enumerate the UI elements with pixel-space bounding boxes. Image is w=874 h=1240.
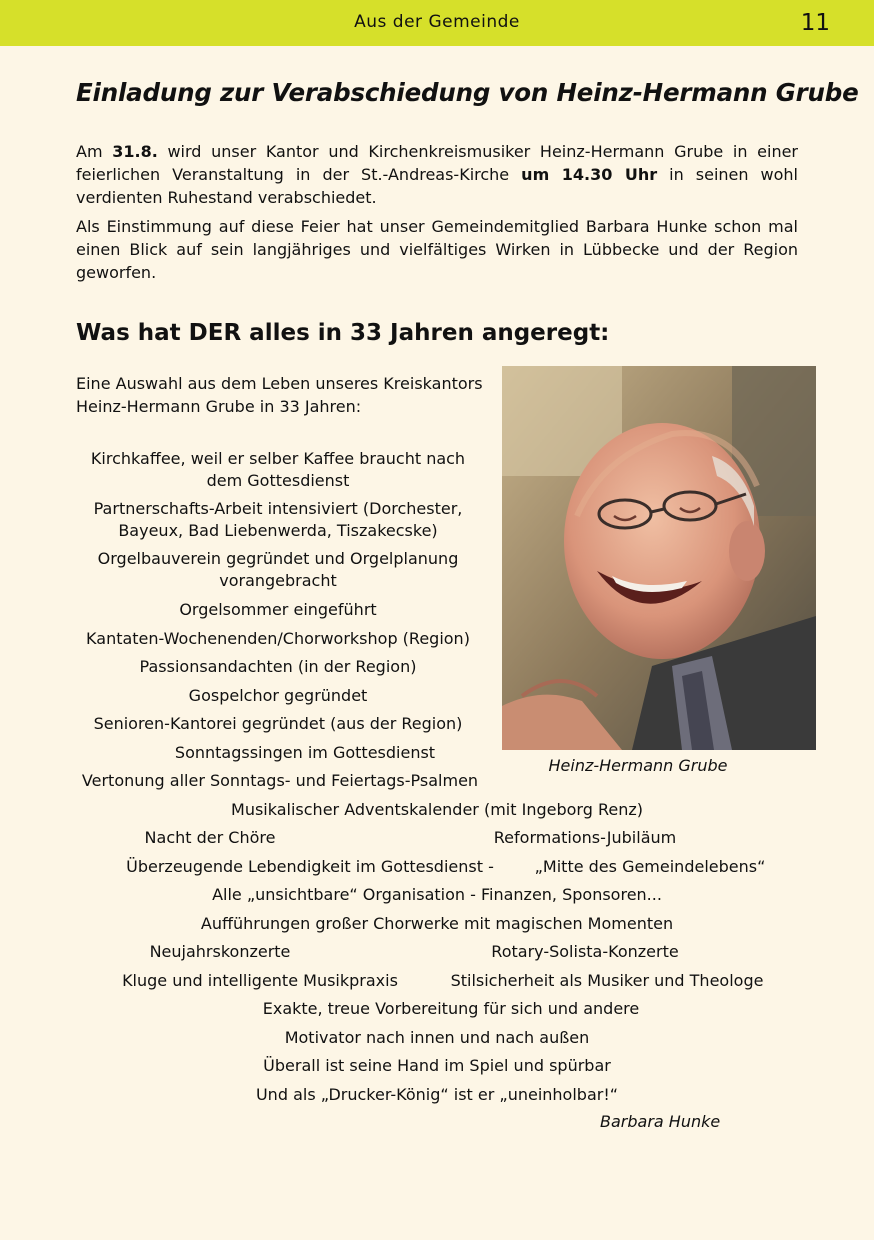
page-number: 11 bbox=[800, 10, 830, 36]
list-item: Kirchkaffee, weil er selber Kaffee braucht nach dem Gottesdienst bbox=[90, 449, 466, 490]
intro-text-b: wird unser Kantor und Kirchenkreismusiker Heinz-Hermann Grube in einer feierlichen Veranstaltung in der St.-Andreas-Kirche bbox=[76, 142, 799, 184]
page-header bbox=[0, 0, 874, 46]
intro-paragraph-1 bbox=[76, 140, 798, 209]
list-item: Motivator nach innen und nach außen bbox=[284, 1028, 590, 1047]
list-item: Partnerschafts-Arbeit intensiviert (Dorchester, Bayeux, Bad Liebenwerda, Tiszakecske) bbox=[93, 499, 463, 540]
list-item: Exakte, treue Vorbereitung für sich und andere bbox=[262, 999, 640, 1018]
list-item: Neujahrskonzerte bbox=[149, 942, 291, 961]
photo-caption: Heinz-Hermann Grube bbox=[548, 756, 728, 775]
list-item: Rotary-Solista-Konzerte bbox=[491, 942, 679, 961]
section-title: Aus der Gemeinde bbox=[354, 12, 520, 32]
lead-text: Eine Auswahl aus dem Leben unseres Kreiskantors Heinz-Hermann Grube in 33 Jahren: bbox=[76, 374, 483, 416]
section-heading: Was hat DER alles in 33 Jahren angeregt: bbox=[76, 320, 610, 346]
list-item: Orgelsommer eingeführt bbox=[179, 600, 377, 619]
list-item: Überall ist seine Hand im Spiel und spürbar bbox=[263, 1056, 611, 1075]
event-time: um 14.30 Uhr bbox=[521, 165, 658, 184]
intro-text-c: in seinen wohl verdienten Ruhestand verabschiedet. bbox=[76, 165, 798, 207]
list-item: Gospelchor gegründet bbox=[188, 686, 368, 705]
list-item: Vertonung aller Sonntags- und Feiertags-Psalmen bbox=[81, 771, 479, 790]
event-date: 31.8. bbox=[112, 142, 158, 161]
list-item: Nacht der Chöre bbox=[144, 828, 276, 847]
list-item: Musikalischer Adventskalender (mit Ingeborg Renz) bbox=[231, 800, 643, 819]
intro-text-a: Am bbox=[76, 142, 113, 161]
article-title: Einladung zur Verabschiedung von Heinz-Hermann Grube bbox=[76, 78, 859, 107]
list-item: Senioren-Kantorei gegründet (aus der Region) bbox=[93, 714, 463, 733]
list-item: „Mitte des Gemeindelebens“ bbox=[534, 857, 766, 876]
list-item: Kluge und intelligente Musikpraxis bbox=[122, 971, 398, 990]
list-item: Kantaten-Wochenenden/Chorworkshop (Region) bbox=[86, 629, 470, 648]
list-item: Überzeugende Lebendigkeit im Gottesdienst - bbox=[126, 857, 494, 876]
intro-paragraph-2: Als Einstimmung auf diese Feier hat unser Gemeindemitglied Barbara Hunke schon mal einen Blick auf sein langjähriges und vielfältiges Wirken in Lübbecke und der Region geworfen. bbox=[76, 217, 798, 282]
list-item: Orgelbauverein gegründet und Orgelplanung vorangebracht bbox=[97, 549, 459, 590]
list-item: Passionsandachten (in der Region) bbox=[139, 657, 417, 676]
intro-text bbox=[76, 140, 798, 290]
list-item: Reformations-Jubiläum bbox=[493, 828, 677, 847]
list-item: Stilsicherheit als Musiker und Theologe bbox=[450, 971, 764, 990]
list-item: Alle „unsichtbare“ Organisation - Finanzen, Sponsoren... bbox=[212, 885, 662, 904]
list-item: Aufführungen großer Chorwerke mit magischen Momenten bbox=[200, 914, 674, 933]
list-item: Sonntagssingen im Gottesdienst bbox=[174, 743, 436, 762]
list-item: Und als „Drucker-König“ ist er „uneinholbar!“ bbox=[255, 1085, 619, 1104]
portrait-photo bbox=[502, 366, 816, 750]
author-signature: Barbara Hunke bbox=[600, 1112, 721, 1131]
